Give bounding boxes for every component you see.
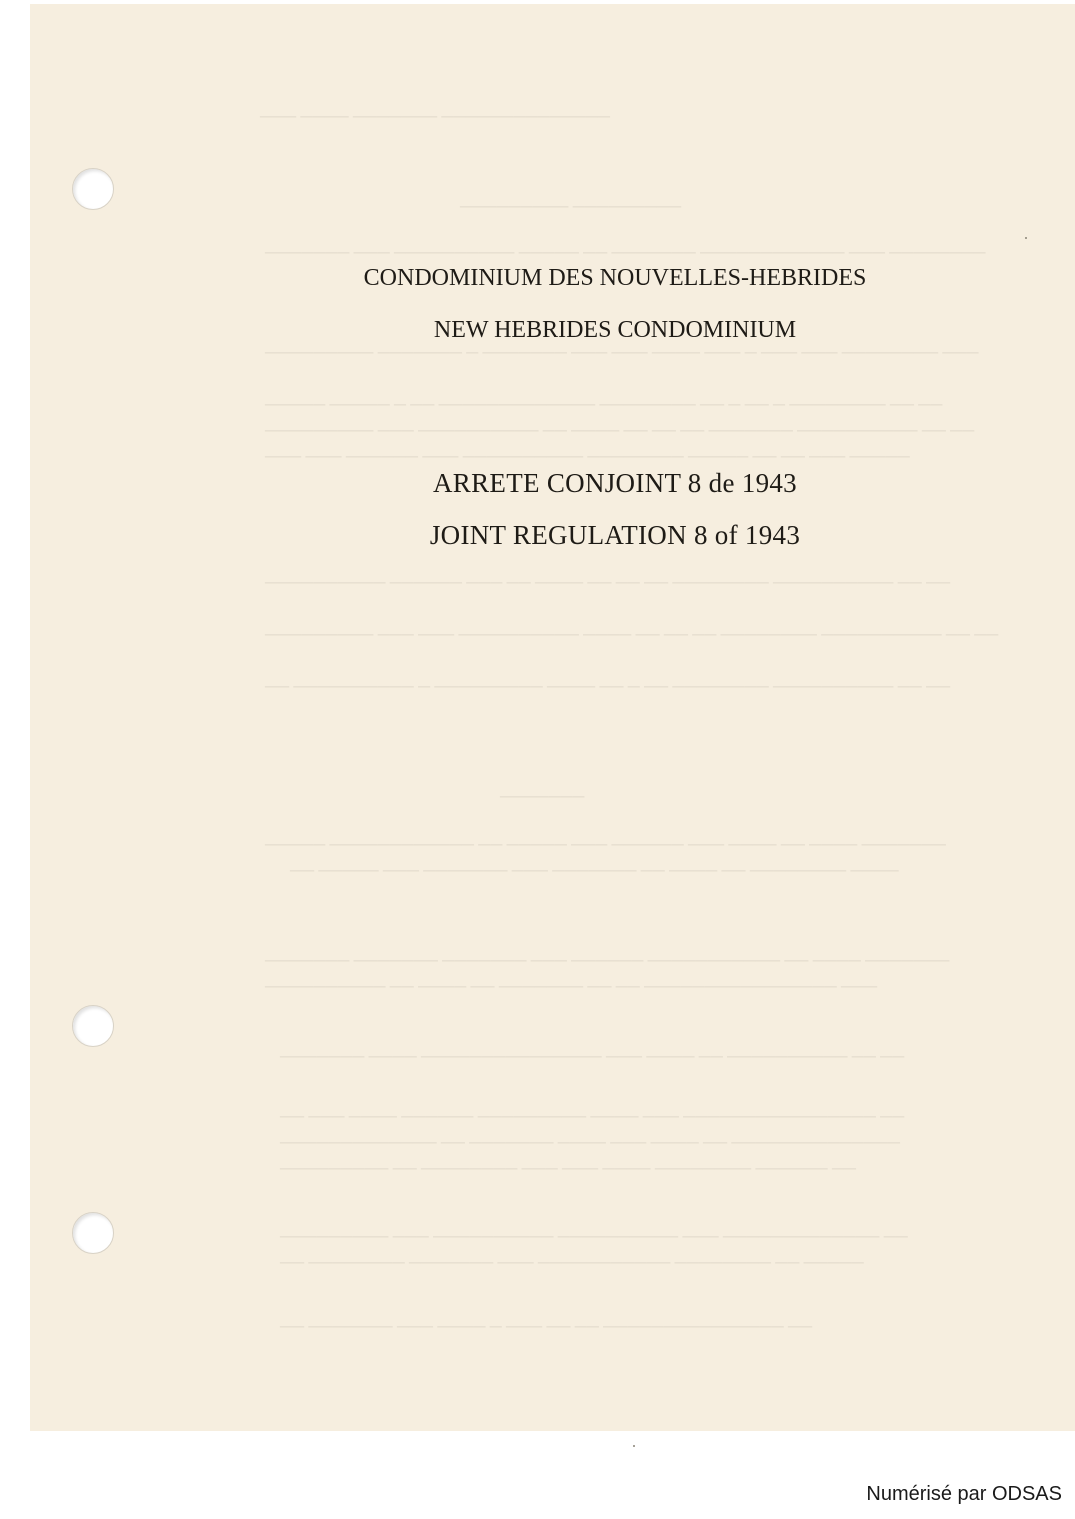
regulation-title-french: ARRETE CONJOINT 8 de 1943 xyxy=(433,468,797,498)
show-through-texture: ── ── ──────── ─ ── ─ ── ──────── ───────────── ── ─ ───── ───── xyxy=(265,395,943,414)
show-through-texture: ────────────── ── ──── ─── ──── ─────── ── ───────────── xyxy=(280,1133,900,1152)
paper-speck xyxy=(1025,237,1027,239)
show-through-texture: ───── ── ──────── ─────────── ─── ─────── ──────── ── xyxy=(280,1253,864,1272)
binder-hole xyxy=(72,1212,114,1254)
show-through-texture: ── ────── ──────── ──── ─── ─── ──────── ── ───────── xyxy=(280,1159,856,1178)
binder-hole xyxy=(72,1005,114,1047)
show-through-texture: ───────── ───────── xyxy=(460,197,682,216)
show-through-texture: ─────── ──── ── ──── ─── ────── ─── ───── ── ──────────── ───── xyxy=(265,835,946,854)
document-page xyxy=(30,4,1075,1431)
show-through-texture: ────────────── ─────── ──── ─── xyxy=(260,107,610,126)
show-through-texture: ── ─────────────── ── ── ─── ─ ──── ─── ─────── ── xyxy=(280,1317,813,1336)
show-through-texture: ── ── ────────── ──────── ── ── ── ──── ────────── ─── ─── ───────── xyxy=(265,625,999,644)
show-through-texture: ─────── ──── ── ─────────── ────── ─── ─────── ─────── ─────── xyxy=(265,951,950,970)
show-through-texture: ─── ──────── ─── ─── ─ ─── ──── ─── ─── ─────── ─ ─────── ───────── xyxy=(265,343,979,362)
show-through-texture: ──── ──────── ── ──── ── ─────── ─── ─────── ─── ───── ── xyxy=(290,861,899,880)
heading-french: CONDOMINIUM DES NOUVELLES-HEBRIDES xyxy=(363,265,867,291)
show-through-texture: ── ───────────── ─── ────────── ────────── ─── ───────── xyxy=(280,1227,908,1246)
show-through-texture: ───── ─── ── ── ───── ──────── ────────── ─── ────── ─── ─── xyxy=(265,447,910,466)
heading-english: NEW HEBRIDES CONDOMINIUM xyxy=(433,317,797,343)
show-through-texture: ── ── ────────── ──────── ── ── ── ──── ── ─── ────── ────────── xyxy=(265,573,951,592)
show-through-texture: ─────── xyxy=(500,787,585,806)
show-through-texture: ──────── ─── ──────────── ─────── ── ───── ────────── ─── ─────── xyxy=(265,243,986,262)
digitization-credit: Numérisé par ODSAS xyxy=(866,1483,1062,1505)
show-through-texture: ── ──────────────── ─── ──── ───────── ────── ──── ─── ── xyxy=(280,1107,905,1126)
show-through-texture: ── ── ────────── ─────── ── ── ── ──── ── ────────── ─── ───────── xyxy=(265,421,975,440)
regulation-title-english: JOINT REGULATION 8 of 1943 xyxy=(429,520,801,550)
show-through-texture: ── ── ────────── ── ──── ─── ─────────────── ──── ─────── xyxy=(280,1047,905,1066)
binder-hole xyxy=(72,168,114,210)
show-through-texture: ─── ──────────────── ── ── ─────── ── ──── ── ────────── xyxy=(265,977,878,996)
show-through-texture: ── ── ────────── ──────── ── ─ ── ──── ───────── ─ ────────── ── xyxy=(265,677,951,696)
paper-speck xyxy=(633,1445,635,1447)
